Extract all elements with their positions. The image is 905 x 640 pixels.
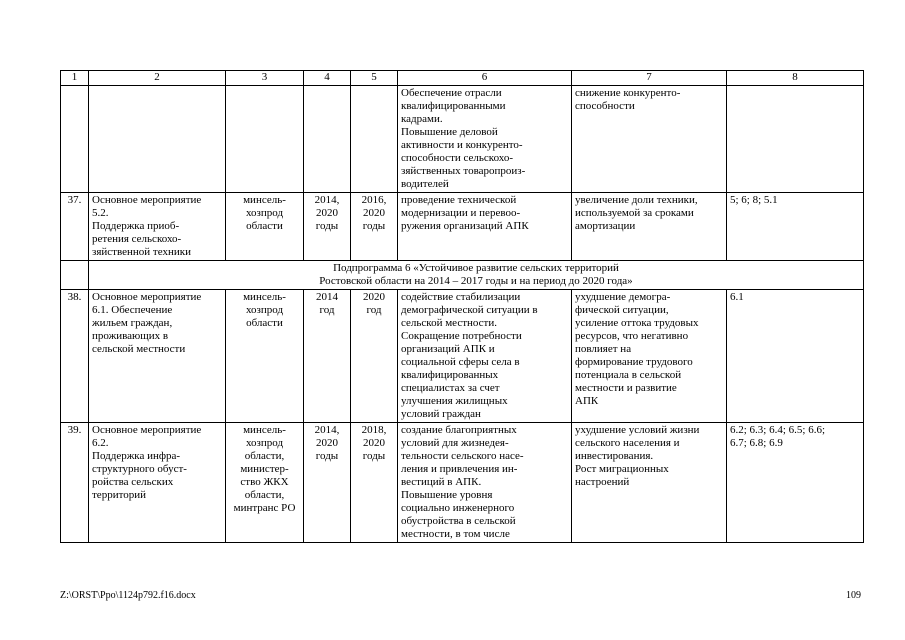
expected-result-cell-line: зяйственных товаропроиз- (401, 165, 526, 177)
expected-result-cell-line: квалифицированных (401, 369, 499, 381)
event-cell-line: зяйственной техники (92, 246, 191, 258)
column-header-3: 3 (226, 71, 304, 86)
subprogram-title-line: Подпрограмма 6 «Устойчивое развитие сельских территорий (333, 262, 619, 274)
consequences-cell-line: инвестирования. (575, 450, 654, 462)
executor-cell-line: области (246, 317, 283, 329)
expected-result-cell-line: способности сельскохо- (401, 152, 514, 164)
column-header-6: 6 (398, 71, 572, 86)
expected-result-cell-line: ления и привлечения ин- (401, 463, 518, 475)
expected-result-cell (398, 290, 572, 423)
end-year-cell (351, 423, 398, 543)
event-cell-line: Основное мероприятие (92, 291, 202, 303)
expected-result-cell-line: квалифицированными (401, 100, 506, 112)
event-cell-line: структурного обуст- (92, 463, 187, 475)
start-year-cell-line: 2020 (316, 437, 338, 449)
start-year-cell (304, 193, 351, 261)
expected-result-cell-line: социальной сферы села в (401, 356, 520, 368)
start-year-cell (304, 290, 351, 423)
executor-cell (226, 290, 304, 423)
consequences-cell-line: увеличение доли техники, (575, 194, 698, 206)
expected-result-cell-line: социально инженерного (401, 502, 515, 514)
executor-cell (226, 193, 304, 261)
end-year-cell (351, 193, 398, 261)
executor-cell-line: хозпрод (245, 437, 284, 449)
expected-result-cell-line: Повышение деловой (401, 126, 498, 138)
executor-cell-line: министер- (240, 463, 289, 475)
executor-cell-line: хозпрод (245, 207, 284, 219)
end-year-cell-line: 2020 (363, 291, 385, 303)
expected-result-cell (398, 423, 572, 543)
executor-cell-line: области, (244, 450, 285, 462)
expected-result-cell-line: модернизации и перевоо- (401, 207, 521, 219)
indicators-cell-line: 6.7; 6.8; 6.9 (730, 437, 783, 449)
end-year-cell-line: 2018, (361, 424, 387, 436)
expected-result-cell-line: создание благоприятных (401, 424, 517, 436)
executor-cell (226, 86, 304, 193)
start-year-cell-line: 2014 (316, 291, 338, 303)
expected-result-cell-line: Сокращение потребности (401, 330, 522, 342)
event-cell-line: проживающих в (92, 330, 169, 342)
end-year-cell-line: годы (362, 220, 386, 232)
consequences-cell-line: способности (575, 100, 635, 112)
consequences-cell-line: усиление оттока трудовых (575, 317, 699, 329)
event-cell-line: Основное мероприятие (92, 194, 202, 206)
event-cell-line: сельской местности (92, 343, 186, 355)
consequences-cell-line: настроений (575, 476, 630, 488)
event-cell-line: 5.2. (92, 207, 109, 219)
table-row (61, 193, 864, 261)
start-year-cell-line: год (319, 304, 335, 316)
table-row (61, 290, 864, 423)
row-number (61, 86, 89, 193)
expected-result-cell-line: содействие стабилизации (401, 291, 521, 303)
start-year-cell-line: годы (315, 450, 339, 462)
subprogram-row (61, 261, 864, 290)
subprogram-title-line: Ростовской области на 2014 – 2017 годы и на период до 2020 года» (319, 275, 633, 287)
expected-result-cell-line: сельской местности. (401, 317, 498, 329)
executor-cell-line: минсель- (243, 194, 286, 206)
consequences-cell (572, 290, 727, 423)
end-year-cell-line: год (366, 304, 382, 316)
event-cell (89, 290, 226, 423)
consequences-cell-line: ухудшение демогра- (575, 291, 671, 303)
column-header-4: 4 (304, 71, 351, 86)
start-year-cell-line: 2014, (314, 424, 340, 436)
consequences-cell-line: ресурсов, что негативно (575, 330, 689, 342)
executor-cell-line: ство ЖКХ (240, 476, 289, 488)
expected-result-cell-line: специалистах за счет (401, 382, 500, 394)
expected-result-cell-line: кадрами. (401, 113, 443, 125)
event-cell-line: Поддержка инфра- (92, 450, 181, 462)
end-year-cell-line: 2016, (361, 194, 387, 206)
column-header-1: 1 (61, 71, 89, 86)
expected-result-cell-line: вестиций в АПК. (401, 476, 482, 488)
consequences-cell-line: сельского населения и (575, 437, 680, 449)
start-year-cell (304, 423, 351, 543)
subprogram-title (89, 261, 864, 290)
indicators-cell (727, 423, 864, 543)
expected-result-cell (398, 193, 572, 261)
consequences-cell-line: Рост миграционных (575, 463, 669, 475)
expected-result-cell-line: Повышение уровня (401, 489, 493, 501)
expected-result-cell-line: водителей (401, 178, 449, 190)
start-year-cell (304, 86, 351, 193)
executor-cell-line: хозпрод (245, 304, 284, 316)
consequences-cell-line: ухудшение условий жизни (575, 424, 700, 436)
expected-result-cell-line: улучшения жилищных (401, 395, 508, 407)
column-header-2: 2 (89, 71, 226, 86)
expected-result-cell-line: Обеспечение отрасли (401, 87, 502, 99)
subprogram-num-cell (61, 261, 89, 290)
consequences-cell-line: местности и развитие (575, 382, 677, 394)
table-row (61, 423, 864, 543)
indicators-cell (727, 86, 864, 193)
row-number: 39. (61, 423, 89, 543)
table-row (61, 86, 864, 193)
event-cell-line: ройства сельских (92, 476, 174, 488)
indicators-cell-line: 6.1 (730, 291, 744, 303)
consequences-cell-line: фической ситуации, (575, 304, 669, 316)
consequences-cell-line: АПК (575, 395, 599, 407)
event-cell-line: Основное мероприятие (92, 424, 202, 436)
expected-result-cell-line: проведение технической (401, 194, 517, 206)
file-path: Z:\ORST\Ppo\1124p792.f16.docx (60, 590, 196, 601)
executor-cell-line: области, (244, 489, 285, 501)
expected-result-cell-line: демографической ситуации в (401, 304, 538, 316)
consequences-cell (572, 423, 727, 543)
event-cell (89, 423, 226, 543)
expected-result-cell-line: ружения организаций АПК (401, 220, 529, 232)
executor-cell (226, 423, 304, 543)
indicators-cell-line: 5; 6; 8; 5.1 (730, 194, 778, 206)
event-cell (89, 86, 226, 193)
indicators-cell-line: 6.2; 6.3; 6.4; 6.5; 6.6; (730, 424, 826, 436)
expected-result-cell-line: тельности сельского насе- (401, 450, 524, 462)
event-cell-line: Поддержка приоб- (92, 220, 180, 232)
consequences-cell-line: используемой за сроками (575, 207, 694, 219)
start-year-cell-line: 2020 (316, 207, 338, 219)
consequences-cell-line: потенциала в сельской (575, 369, 682, 381)
row-number: 38. (61, 290, 89, 423)
executor-cell-line: минтранс РО (233, 502, 296, 514)
indicators-cell (727, 290, 864, 423)
expected-result-cell-line: обустройства в сельской (401, 515, 516, 527)
indicators-cell (727, 193, 864, 261)
consequences-cell-line: формирование трудового (575, 356, 693, 368)
expected-result-cell-line: активности и конкуренто- (401, 139, 523, 151)
column-header-8: 8 (727, 71, 864, 86)
event-cell (89, 193, 226, 261)
expected-result-cell-line: условий граждан (401, 408, 481, 420)
event-cell-line: территорий (92, 489, 147, 501)
end-year-cell-line: 2020 (363, 207, 385, 219)
row-number: 37. (61, 193, 89, 261)
executor-cell-line: минсель- (243, 291, 286, 303)
expected-result-cell-line: местности, в том числе (401, 528, 510, 540)
column-header-7: 7 (572, 71, 727, 86)
program-table (60, 70, 864, 543)
executor-cell-line: минсель- (243, 424, 286, 436)
event-cell-line: жильем граждан, (92, 317, 173, 329)
page-number: 109 (846, 590, 861, 601)
event-cell-line: ретения сельскохо- (92, 233, 182, 245)
header-row (61, 71, 864, 86)
event-cell-line: 6.1. Обеспечение (92, 304, 173, 316)
consequences-cell (572, 86, 727, 193)
column-header-5: 5 (351, 71, 398, 86)
end-year-cell (351, 86, 398, 193)
consequences-cell-line: повлияет на (575, 343, 632, 355)
expected-result-cell (398, 86, 572, 193)
expected-result-cell-line: условий для жизнедея- (401, 437, 509, 449)
start-year-cell-line: 2014, (314, 194, 340, 206)
event-cell-line: 6.2. (92, 437, 109, 449)
consequences-cell (572, 193, 727, 261)
consequences-cell-line: снижение конкуренто- (575, 87, 681, 99)
end-year-cell (351, 290, 398, 423)
executor-cell-line: области (246, 220, 283, 232)
end-year-cell-line: годы (362, 450, 386, 462)
expected-result-cell-line: организаций АПК и (401, 343, 495, 355)
end-year-cell-line: 2020 (363, 437, 385, 449)
consequences-cell-line: амортизации (575, 220, 636, 232)
start-year-cell-line: годы (315, 220, 339, 232)
